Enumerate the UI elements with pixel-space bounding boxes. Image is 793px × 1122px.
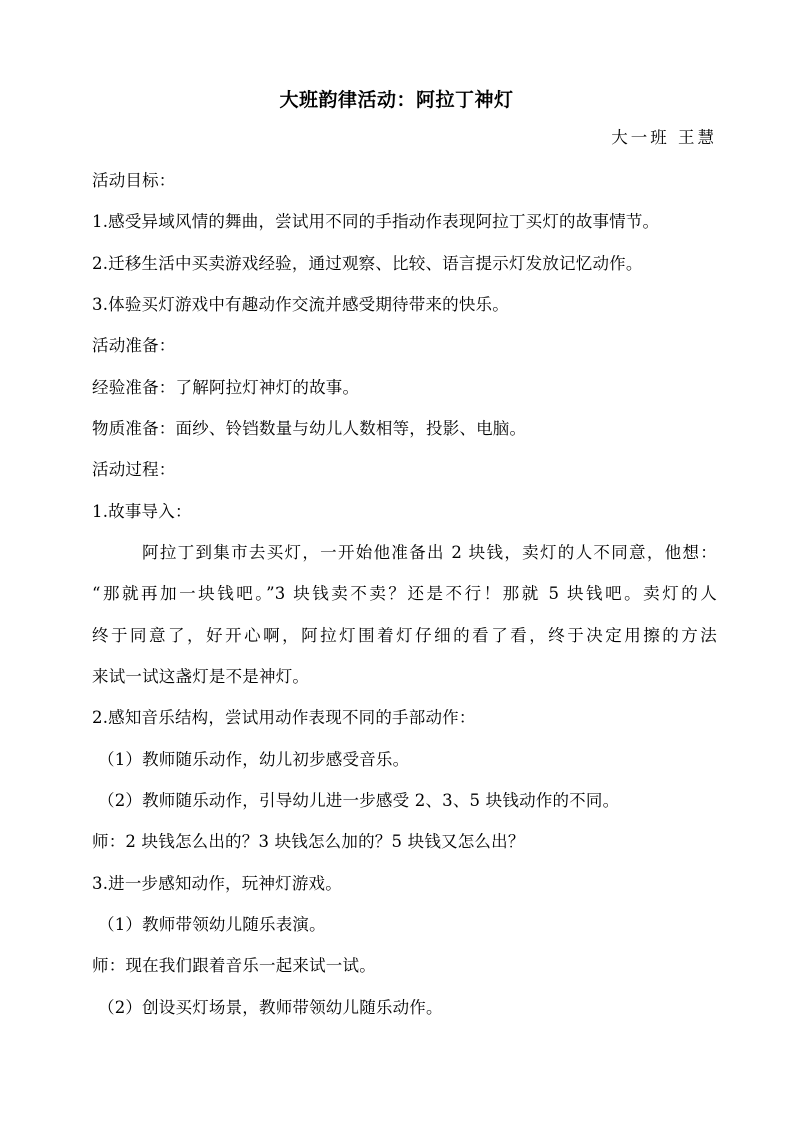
- paragraph-line: 师：现在我们跟着音乐一起来试一试。: [92, 956, 376, 975]
- document-author: 大一班 王慧: [611, 128, 717, 147]
- paragraph-line: 活动过程：: [92, 460, 176, 479]
- paragraph-line: （1）教师随乐动作，幼儿初步感受音乐。: [98, 750, 410, 769]
- paragraph-line: （2）创设买灯场景，教师带领幼儿随乐动作。: [98, 998, 443, 1017]
- paragraph-line: 1.感受异域风情的舞曲，尝试用不同的手指动作表现阿拉丁买灯的故事情节。: [92, 212, 660, 231]
- paragraph-line: 活动目标：: [92, 171, 176, 190]
- paragraph-line: 1.故事导入：: [92, 502, 192, 521]
- paragraph-line: （1）教师带领幼儿随乐表演。: [98, 915, 326, 934]
- story-line: “那就再加一块钱吧。”3 块钱卖不卖？还是不行！那就 5 块钱吧。卖灯的人: [92, 584, 717, 603]
- paragraph-line: 3.进一步感知动作，玩神灯游戏。: [92, 874, 342, 893]
- paragraph-line: （2）教师随乐动作，引导幼儿进一步感受 2、3、5 块钱动作的不同。: [98, 791, 620, 810]
- paragraph-line: 2.迁移生活中买卖游戏经验，通过观察、比较、语言提示灯发放记忆动作。: [92, 254, 643, 273]
- paragraph-line: 活动准备：: [92, 336, 176, 355]
- story-line: 终于同意了，好开心啊，阿拉灯围着灯仔细的看了看，终于决定用擦的方法: [92, 626, 717, 645]
- document-title: 大班韵律活动：阿拉丁神灯: [279, 89, 514, 111]
- paragraph-line: 2.感知音乐结构，尝试用动作表现不同的手部动作：: [92, 708, 476, 727]
- paragraph-line: 3.体验买灯游戏中有趣动作交流并感受期待带来的快乐。: [92, 295, 509, 314]
- story-line: 来试一试这盏灯是不是神灯。: [92, 667, 310, 686]
- paragraph-line: 经验准备：了解阿拉灯神灯的故事。: [92, 378, 360, 397]
- paragraph-line: 物质准备：面纱、铃铛数量与幼儿人数相等，投影、电脑。: [92, 419, 527, 438]
- story-line: 阿拉丁到集市去买灯，一开始他准备出 2 块钱，卖灯的人不同意，他想：: [142, 543, 717, 562]
- paragraph-line: 师：2 块钱怎么出的？3 块钱怎么加的？5 块钱又怎么出？: [92, 832, 525, 851]
